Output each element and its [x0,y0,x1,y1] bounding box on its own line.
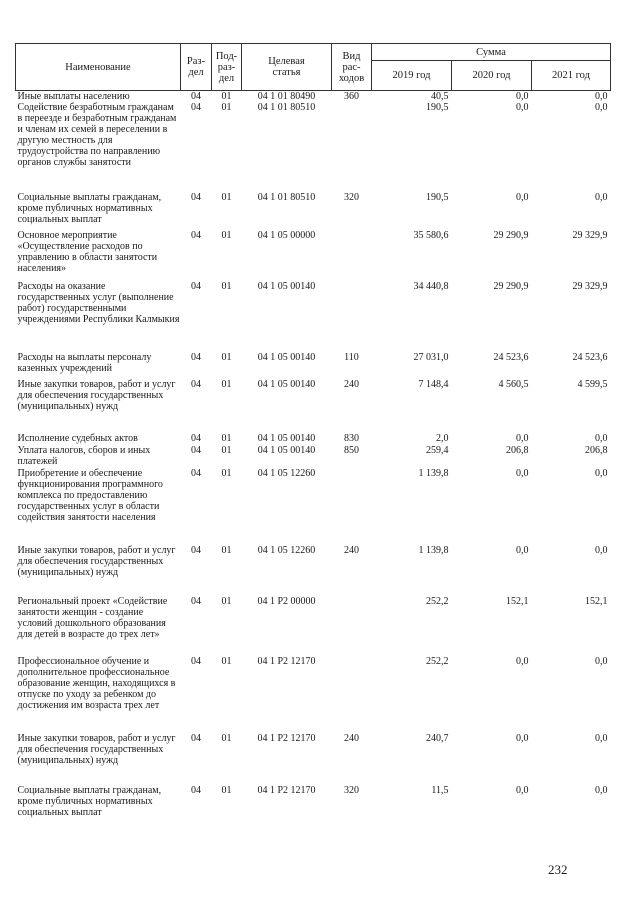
header-2020: 2020 год [452,61,532,91]
page-number: 232 [548,862,568,877]
row-celevaya-statya: 04 1 01 80510 [257,102,316,113]
row-sum-2020: 0,0 [516,468,529,479]
row-vid-rashodov [332,596,372,656]
row-sum-2019: 252,2 [426,596,449,607]
table-row [16,445,611,468]
row-name: Иные закупки товаров, работ и услуг для обеспечения государственных (муниципальных) нужд [17,733,176,766]
row-sum-2021: 0,0 [595,433,608,444]
row-vid-rashodov [332,102,372,192]
row-razdel: 04 [191,102,201,113]
row-name: Иные закупки товаров, работ и услуг для обеспечения государственных (муниципальных) нужд [17,379,176,412]
header-celevaya: Целевая статья [242,44,332,91]
row-sum-2019: 190,5 [426,102,449,113]
row-sum-2019: 190,5 [426,192,449,203]
row-vid-rashodov: 850 [344,445,359,456]
row-podrazdel: 01 [221,192,232,203]
row-name: Социальные выплаты гражданам, кроме публичных нормативных социальных выплат [17,192,162,225]
row-vid-rashodov [332,656,372,733]
row-vid-rashodov: 110 [344,352,359,363]
row-sum-2021: 0,0 [595,192,608,203]
row-sum-2019: 1 139,8 [418,468,449,479]
row-sum-2020: 0,0 [516,91,529,102]
row-razdel: 04 [191,445,201,456]
row-sum-2021: 24 523,6 [572,352,608,363]
row-celevaya-statya: 04 1 05 00140 [257,445,316,456]
row-celevaya-statya: 04 1 05 00140 [257,352,316,363]
row-sum-2019: 1 139,8 [418,545,449,556]
row-podrazdel: 01 [221,733,232,744]
row-sum-2020: 4 560,5 [498,379,529,390]
row-sum-2021: 29 329,9 [572,281,608,292]
row-sum-2021: 152,1 [585,596,608,607]
row-celevaya-statya: 04 1 05 12260 [257,468,316,479]
row-sum-2019: 35 580,6 [413,230,449,241]
row-podrazdel: 01 [221,102,232,113]
row-name: Социальные выплаты гражданам, кроме публичных нормативных социальных выплат [17,785,162,818]
row-sum-2020: 0,0 [516,192,529,203]
row-sum-2020: 29 290,9 [493,230,529,241]
row-vid-rashodov [332,281,372,352]
row-celevaya-statya: 04 1 05 12260 [257,545,316,556]
row-sum-2021: 0,0 [595,91,608,102]
row-vid-rashodov: 830 [344,433,359,444]
row-name: Иные выплаты населению [17,91,130,102]
row-sum-2019: 240,7 [426,733,449,744]
header-podrazdel: Под- раз- дел [212,44,242,91]
row-vid-rashodov: 240 [344,379,359,390]
table-row [16,102,611,192]
row-celevaya-statya: 04 1 01 80510 [257,192,316,203]
row-podrazdel: 01 [221,596,232,607]
row-name: Основное мероприятие «Осуществление расходов по управлению в области занятости населения» [17,230,158,274]
row-razdel: 04 [191,733,201,744]
row-vid-rashodov [332,230,372,281]
row-podrazdel: 01 [221,379,232,390]
table-row [16,281,611,352]
row-podrazdel: 01 [221,230,232,241]
row-sum-2020: 206,8 [506,445,529,456]
row-celevaya-statya: 04 1 P2 12170 [257,733,316,744]
row-podrazdel: 01 [221,468,232,479]
row-sum-2019: 2,0 [436,433,449,444]
row-podrazdel: 01 [221,281,232,292]
row-sum-2021: 29 329,9 [572,230,608,241]
row-vid-rashodov: 240 [344,733,359,744]
row-razdel: 04 [191,433,201,444]
row-razdel: 04 [191,281,201,292]
table-row [16,468,611,545]
row-sum-2021: 4 599,5 [577,379,608,390]
row-sum-2020: 0,0 [516,433,529,444]
row-sum-2021: 0,0 [595,468,608,479]
table-row [16,352,611,379]
row-podrazdel: 01 [221,545,232,556]
row-name: Расходы на оказание государственных услуг (выполнение работ) государственными учреждениями Республики Калмыкия [17,281,180,325]
row-sum-2021: 0,0 [595,102,608,113]
row-podrazdel: 01 [221,352,232,363]
row-vid-rashodov [332,468,372,545]
row-sum-2021: 0,0 [595,656,608,667]
row-podrazdel: 01 [221,433,232,444]
row-razdel: 04 [191,192,201,203]
row-razdel: 04 [191,91,201,102]
table-header [16,44,611,91]
row-sum-2019: 27 031,0 [413,352,449,363]
row-sum-2021: 0,0 [595,785,608,796]
row-razdel: 04 [191,379,201,390]
row-celevaya-statya: 04 1 P2 12170 [257,785,316,796]
table-row [16,545,611,596]
row-razdel: 04 [191,785,201,796]
row-podrazdel: 01 [221,785,232,796]
row-name: Приобретение и обеспечение функционирования программного комплекса по предоставлению государственных услуг в области содействия занятости населения [17,468,163,523]
header-name: Наименование [16,44,181,91]
table-row [16,192,611,230]
row-sum-2021: 206,8 [585,445,608,456]
row-sum-2021: 0,0 [595,733,608,744]
table-row [16,596,611,656]
table-row [16,433,611,445]
row-podrazdel: 01 [221,91,232,102]
row-sum-2020: 0,0 [516,785,529,796]
header-vid: Вид рас- ходов [332,44,372,91]
row-sum-2019: 11,5 [431,785,449,796]
table-row [16,379,611,433]
row-sum-2020: 29 290,9 [493,281,529,292]
row-sum-2019: 34 440,8 [413,281,449,292]
row-celevaya-statya: 04 1 P2 12170 [257,656,316,667]
row-podrazdel: 01 [221,445,232,456]
row-sum-2020: 0,0 [516,656,529,667]
header-razdel: Раз- дел [181,44,212,91]
row-razdel: 04 [191,352,201,363]
table-row [16,785,611,825]
table-row [16,656,611,733]
row-sum-2020: 0,0 [516,733,529,744]
row-razdel: 04 [191,596,201,607]
row-celevaya-statya: 04 1 05 00140 [257,379,316,390]
row-podrazdel: 01 [221,656,232,667]
row-sum-2021: 0,0 [595,545,608,556]
table-row [16,230,611,281]
row-sum-2020: 0,0 [516,102,529,113]
row-sum-2019: 252,2 [426,656,449,667]
table-row [16,91,611,103]
row-celevaya-statya: 04 1 05 00000 [257,230,316,241]
row-celevaya-statya: 04 1 05 00140 [257,433,316,444]
header-2019: 2019 год [372,61,452,91]
row-name: Расходы на выплаты персоналу казенных учреждений [17,352,152,374]
budget-table [15,43,611,825]
row-sum-2020: 0,0 [516,545,529,556]
row-razdel: 04 [191,656,201,667]
row-vid-rashodov: 360 [344,91,359,102]
row-name: Уплата налогов, сборов и иных платежей [17,445,151,467]
row-razdel: 04 [191,468,201,479]
row-sum-2019: 259,4 [426,445,449,456]
row-name: Содействие безработным гражданам в переезде и безработным гражданам и членам их семей в переселении в другую местность для трудоустройства по направлению органов службы занятости [17,102,177,168]
row-sum-2020: 152,1 [506,596,529,607]
row-name: Исполнение судебных актов [17,433,138,444]
row-name: Профессиональное обучение и дополнительное профессиональное образование женщин, находящихся в отпуске по уходу за ребенком до достижения им возраста трех лет [17,656,176,711]
row-sum-2020: 24 523,6 [493,352,529,363]
row-vid-rashodov: 320 [344,192,359,203]
row-razdel: 04 [191,230,201,241]
row-vid-rashodov: 240 [344,545,359,556]
row-celevaya-statya: 04 1 05 00140 [257,281,316,292]
header-summa: Сумма [372,44,611,61]
row-celevaya-statya: 04 1 01 80490 [257,91,316,102]
row-celevaya-statya: 04 1 P2 00000 [257,596,316,607]
row-sum-2019: 7 148,4 [418,379,449,390]
row-name: Иные закупки товаров, работ и услуг для обеспечения государственных (муниципальных) нужд [17,545,176,578]
row-sum-2019: 40,5 [431,91,449,102]
row-razdel: 04 [191,545,201,556]
row-vid-rashodov: 320 [344,785,359,796]
header-2021: 2021 год [532,61,611,91]
row-name: Региональный проект «Содействие занятости женщин - создание условий дошкольного образования для детей в возрасте до трех лет» [17,596,168,640]
table-body [16,91,611,826]
table-row [16,733,611,785]
